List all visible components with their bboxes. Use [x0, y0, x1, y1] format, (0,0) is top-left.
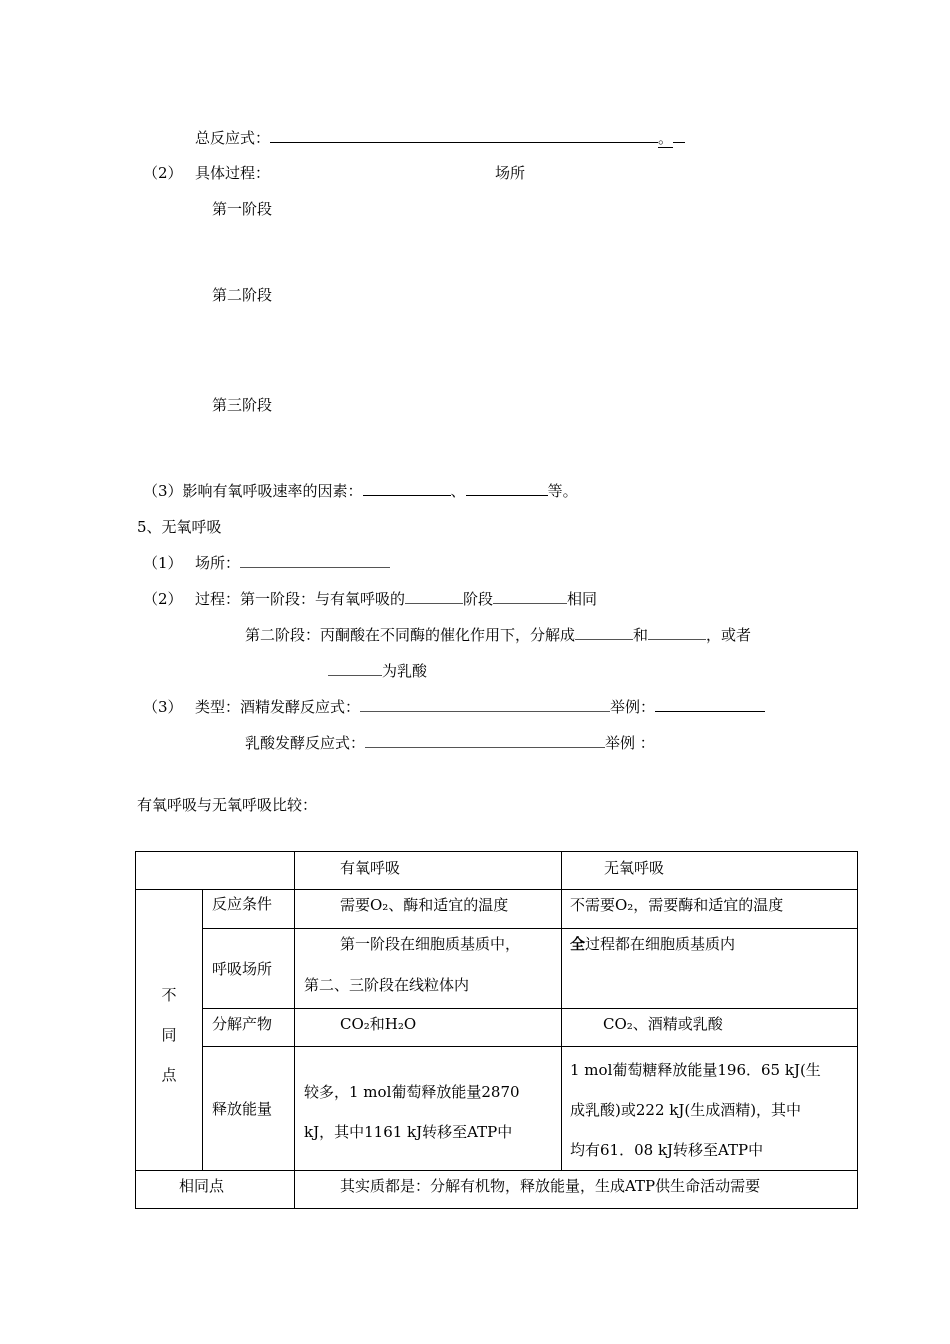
cell-text: 不需要O₂，需要酶和适宜的温度 [570, 896, 784, 914]
cell-text-block [562, 1047, 857, 1170]
cell-text-block [295, 1047, 561, 1152]
same-row [136, 1171, 858, 1209]
row-label-text: 呼吸场所 [212, 959, 273, 978]
cell-text: 第一阶段在细胞质基质中， [340, 935, 521, 953]
cell-text: 较多，1 mol葡萄释放能量2870 [304, 1083, 520, 1101]
cell-text: kJ，其中1161 kJ转移至ATP中 [304, 1123, 513, 1141]
diff-char-1: 不 [161, 986, 177, 1004]
alcohol-example: 举例： [610, 698, 656, 716]
table-header-row [136, 852, 858, 890]
factor-blank-1[interactable] [363, 481, 451, 496]
header-aerobic-text: 有氧呼吸 [340, 859, 401, 877]
factors-end: 等。 [547, 482, 578, 500]
row-label [203, 1047, 295, 1171]
cell-text [562, 929, 857, 954]
cell-anaerobic [562, 890, 858, 929]
site-label: 场所： [195, 554, 241, 572]
row-label-text: 反应条件 [212, 895, 273, 913]
table-row [136, 1047, 858, 1171]
cell-aerobic [295, 1047, 562, 1171]
header-aerobic [295, 852, 562, 890]
lactic-label: 乳酸发酵反应式： [245, 734, 366, 752]
cell-text: 需要O₂、酶和适宜的温度 [340, 896, 509, 914]
cell-text: CO₂、酒精或乳酸 [603, 1015, 723, 1033]
place-label: 场所 [495, 164, 526, 182]
factors-line [143, 481, 578, 501]
cell-aerobic [295, 890, 562, 929]
alcohol-blank[interactable] [360, 697, 610, 712]
same-label: 相同点 [179, 1177, 225, 1195]
an-stage-2-blank-1[interactable] [575, 625, 633, 640]
factors-label: （3）影响有氧呼吸速率的因素： [143, 482, 363, 500]
comparison-table [135, 851, 858, 1209]
an-stage-1-line [195, 589, 597, 609]
cell-aerobic [295, 929, 562, 1009]
total-reaction-line [195, 128, 685, 148]
cell-text: 均有61．08 kJ转移至ATP中 [570, 1141, 764, 1159]
table-row [136, 1009, 858, 1047]
cell-text-rest: 过程都在细胞质基质内 [585, 935, 736, 953]
types-index: （3） [143, 698, 183, 716]
row-label-text: 释放能量 [212, 1099, 273, 1118]
cell-text: CO₂和H₂O [340, 1015, 417, 1033]
cell-text: 成乳酸)或222 kJ(生成酒精)，其中 [570, 1101, 802, 1119]
an-stage-blank-1[interactable] [405, 589, 463, 604]
header-empty-cell [136, 852, 295, 890]
lactic-blank[interactable] [365, 733, 605, 748]
alcohol-line [195, 697, 765, 717]
factor-blank-2[interactable] [466, 481, 548, 496]
an-stage-blank-2[interactable] [493, 589, 567, 604]
total-reaction-blank[interactable] [270, 128, 658, 143]
total-reaction-end: 。 [658, 129, 674, 147]
factors-sep: 、 [450, 482, 466, 500]
cell-aerobic [295, 1009, 562, 1047]
stage-1-label: 第一阶段 [212, 200, 273, 218]
site-index: （1） [143, 554, 183, 572]
an-process-index: （2） [143, 590, 183, 608]
cell-anaerobic [562, 1047, 858, 1171]
an-stage-2-lactic: 为乳酸 [382, 662, 428, 680]
table-row [136, 890, 858, 929]
row-label-text: 分解产物 [212, 1015, 273, 1033]
stage-2-label: 第二阶段 [212, 286, 273, 304]
process-label: 具体过程： [195, 164, 271, 182]
cell-anaerobic [562, 1009, 858, 1047]
an-stage-2-or: ，或者 [706, 626, 752, 644]
an-stage-1-text: 过程：第一阶段：与有氧呼吸的 [195, 590, 406, 608]
an-stage-1-end: 相同 [567, 590, 598, 608]
total-reaction-label: 总反应式： [195, 129, 271, 147]
an-stage-2-text: 第二阶段：丙酮酸在不同酶的催化作用下，分解成 [245, 626, 576, 644]
site-blank[interactable] [240, 553, 390, 568]
site-line [195, 553, 390, 573]
lactic-line [245, 733, 655, 753]
cell-text: 1 mol葡萄糖释放能量196．65 kJ(生 [570, 1061, 821, 1079]
header-anaerobic [562, 852, 858, 890]
an-stage-2-line [245, 625, 751, 645]
row-label [203, 929, 295, 1009]
an-stage-1-mid: 阶段 [463, 590, 494, 608]
comparison-title: 有氧呼吸与无氧呼吸比较： [137, 796, 318, 814]
diff-char-3: 点 [161, 1066, 177, 1084]
an-stage-2-blank-2[interactable] [648, 625, 706, 640]
same-text-cell [295, 1171, 858, 1209]
diff-label-cell [136, 890, 203, 1171]
diff-label [136, 965, 202, 1095]
process-index: （2） [143, 164, 183, 182]
table-row [136, 929, 858, 1009]
blank-tail [673, 128, 685, 143]
an-stage-2-and: 和 [633, 626, 649, 644]
diff-char-2: 同 [161, 1026, 177, 1044]
same-label-cell [136, 1171, 295, 1209]
row-label [203, 890, 295, 929]
bold-char: 全 [570, 935, 586, 953]
alcohol-label: 类型：酒精发酵反应式： [195, 698, 361, 716]
alcohol-example-blank[interactable] [655, 697, 765, 712]
cell-text: 第二、三阶段在线粒体内 [304, 976, 470, 994]
anaerobic-heading: 5、无氧呼吸 [137, 518, 222, 536]
same-text: 其实质都是：分解有机物，释放能量，生成ATP供生命活动需要 [340, 1177, 761, 1195]
stage-3-label: 第三阶段 [212, 396, 273, 414]
cell-anaerobic [562, 929, 858, 1009]
header-anaerobic-text: 无氧呼吸 [604, 859, 665, 877]
an-stage-2-cont [328, 661, 427, 681]
an-stage-2-blank-3[interactable] [328, 661, 382, 676]
row-label [203, 1009, 295, 1047]
lactic-example: 举例 ： [605, 734, 655, 752]
